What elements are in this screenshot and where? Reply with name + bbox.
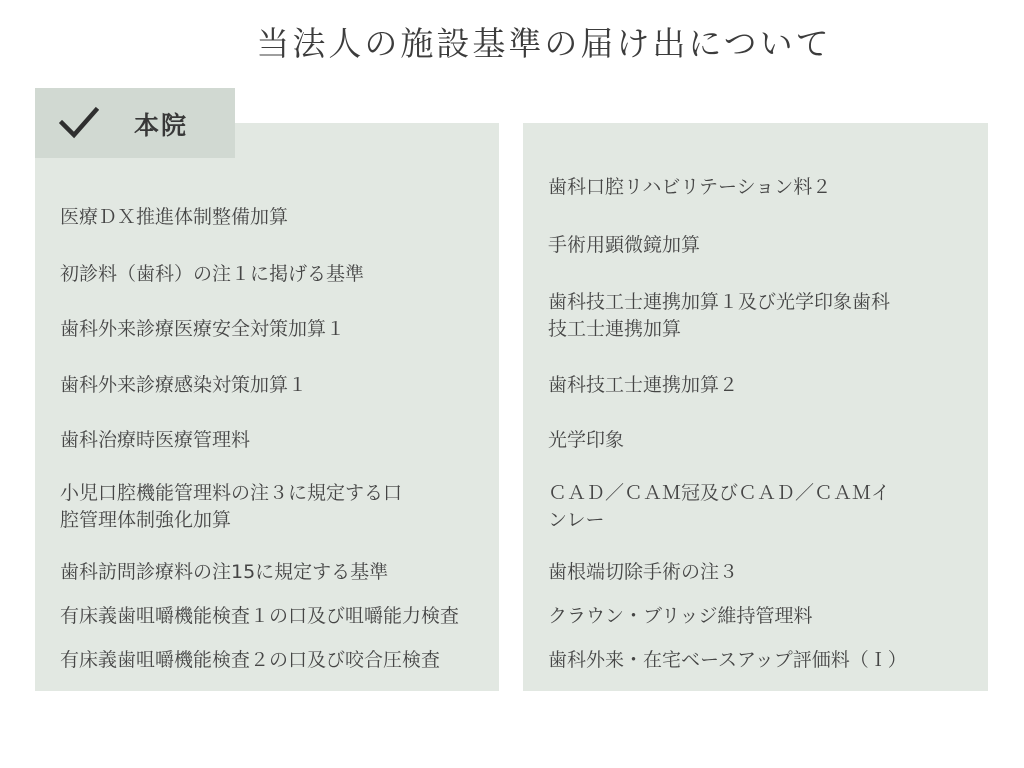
left-panel <box>35 123 499 691</box>
list-item: 歯科口腔リハビリテーション料２ <box>548 176 832 198</box>
page-title: 当法人の施設基準の届け出について <box>256 24 832 63</box>
list-item: 歯科技工士連携加算２ <box>548 374 739 396</box>
list-item: 光学印象 <box>548 429 625 451</box>
list-item: 歯科外来診療医療安全対策加算１ <box>60 318 346 340</box>
list-item: 医療ＤＸ推進体制整備加算 <box>60 206 289 228</box>
list-item: 歯科治療時医療管理料 <box>60 429 251 451</box>
section-tab <box>35 88 235 158</box>
list-item: 手術用顕微鏡加算 <box>548 234 701 256</box>
list-item: 歯科外来診療感染対策加算１ <box>60 374 308 396</box>
list-item: 有床義歯咀嚼機能検査１の口及び咀嚼能力検査 <box>60 605 460 627</box>
section-tab-label: 本院 <box>134 111 189 140</box>
list-item: 小児口腔機能管理料の注３に規定する口 腔管理体制強化加算 <box>60 482 403 531</box>
list-item: 歯根端切除手術の注３ <box>548 561 739 583</box>
checkmark-icon <box>59 106 99 140</box>
list-item: 歯科外来・在宅ベースアップ評価料（Ｉ） <box>548 649 907 671</box>
list-item: 歯科訪問診療料の注15に規定する基準 <box>60 561 389 583</box>
right-panel <box>523 123 988 691</box>
list-item: 初診料（歯科）の注１に掲げる基準 <box>60 263 365 285</box>
list-item: ＣＡＤ／ＣＡＭ冠及びＣＡＤ／ＣＡＭイ ンレー <box>548 482 891 531</box>
list-item: 歯科技工士連携加算１及び光学印象歯科 技工士連携加算 <box>548 291 891 340</box>
list-item: クラウン・ブリッジ維持管理料 <box>548 605 813 627</box>
list-item: 有床義歯咀嚼機能検査２の口及び咬合圧検査 <box>60 649 441 671</box>
